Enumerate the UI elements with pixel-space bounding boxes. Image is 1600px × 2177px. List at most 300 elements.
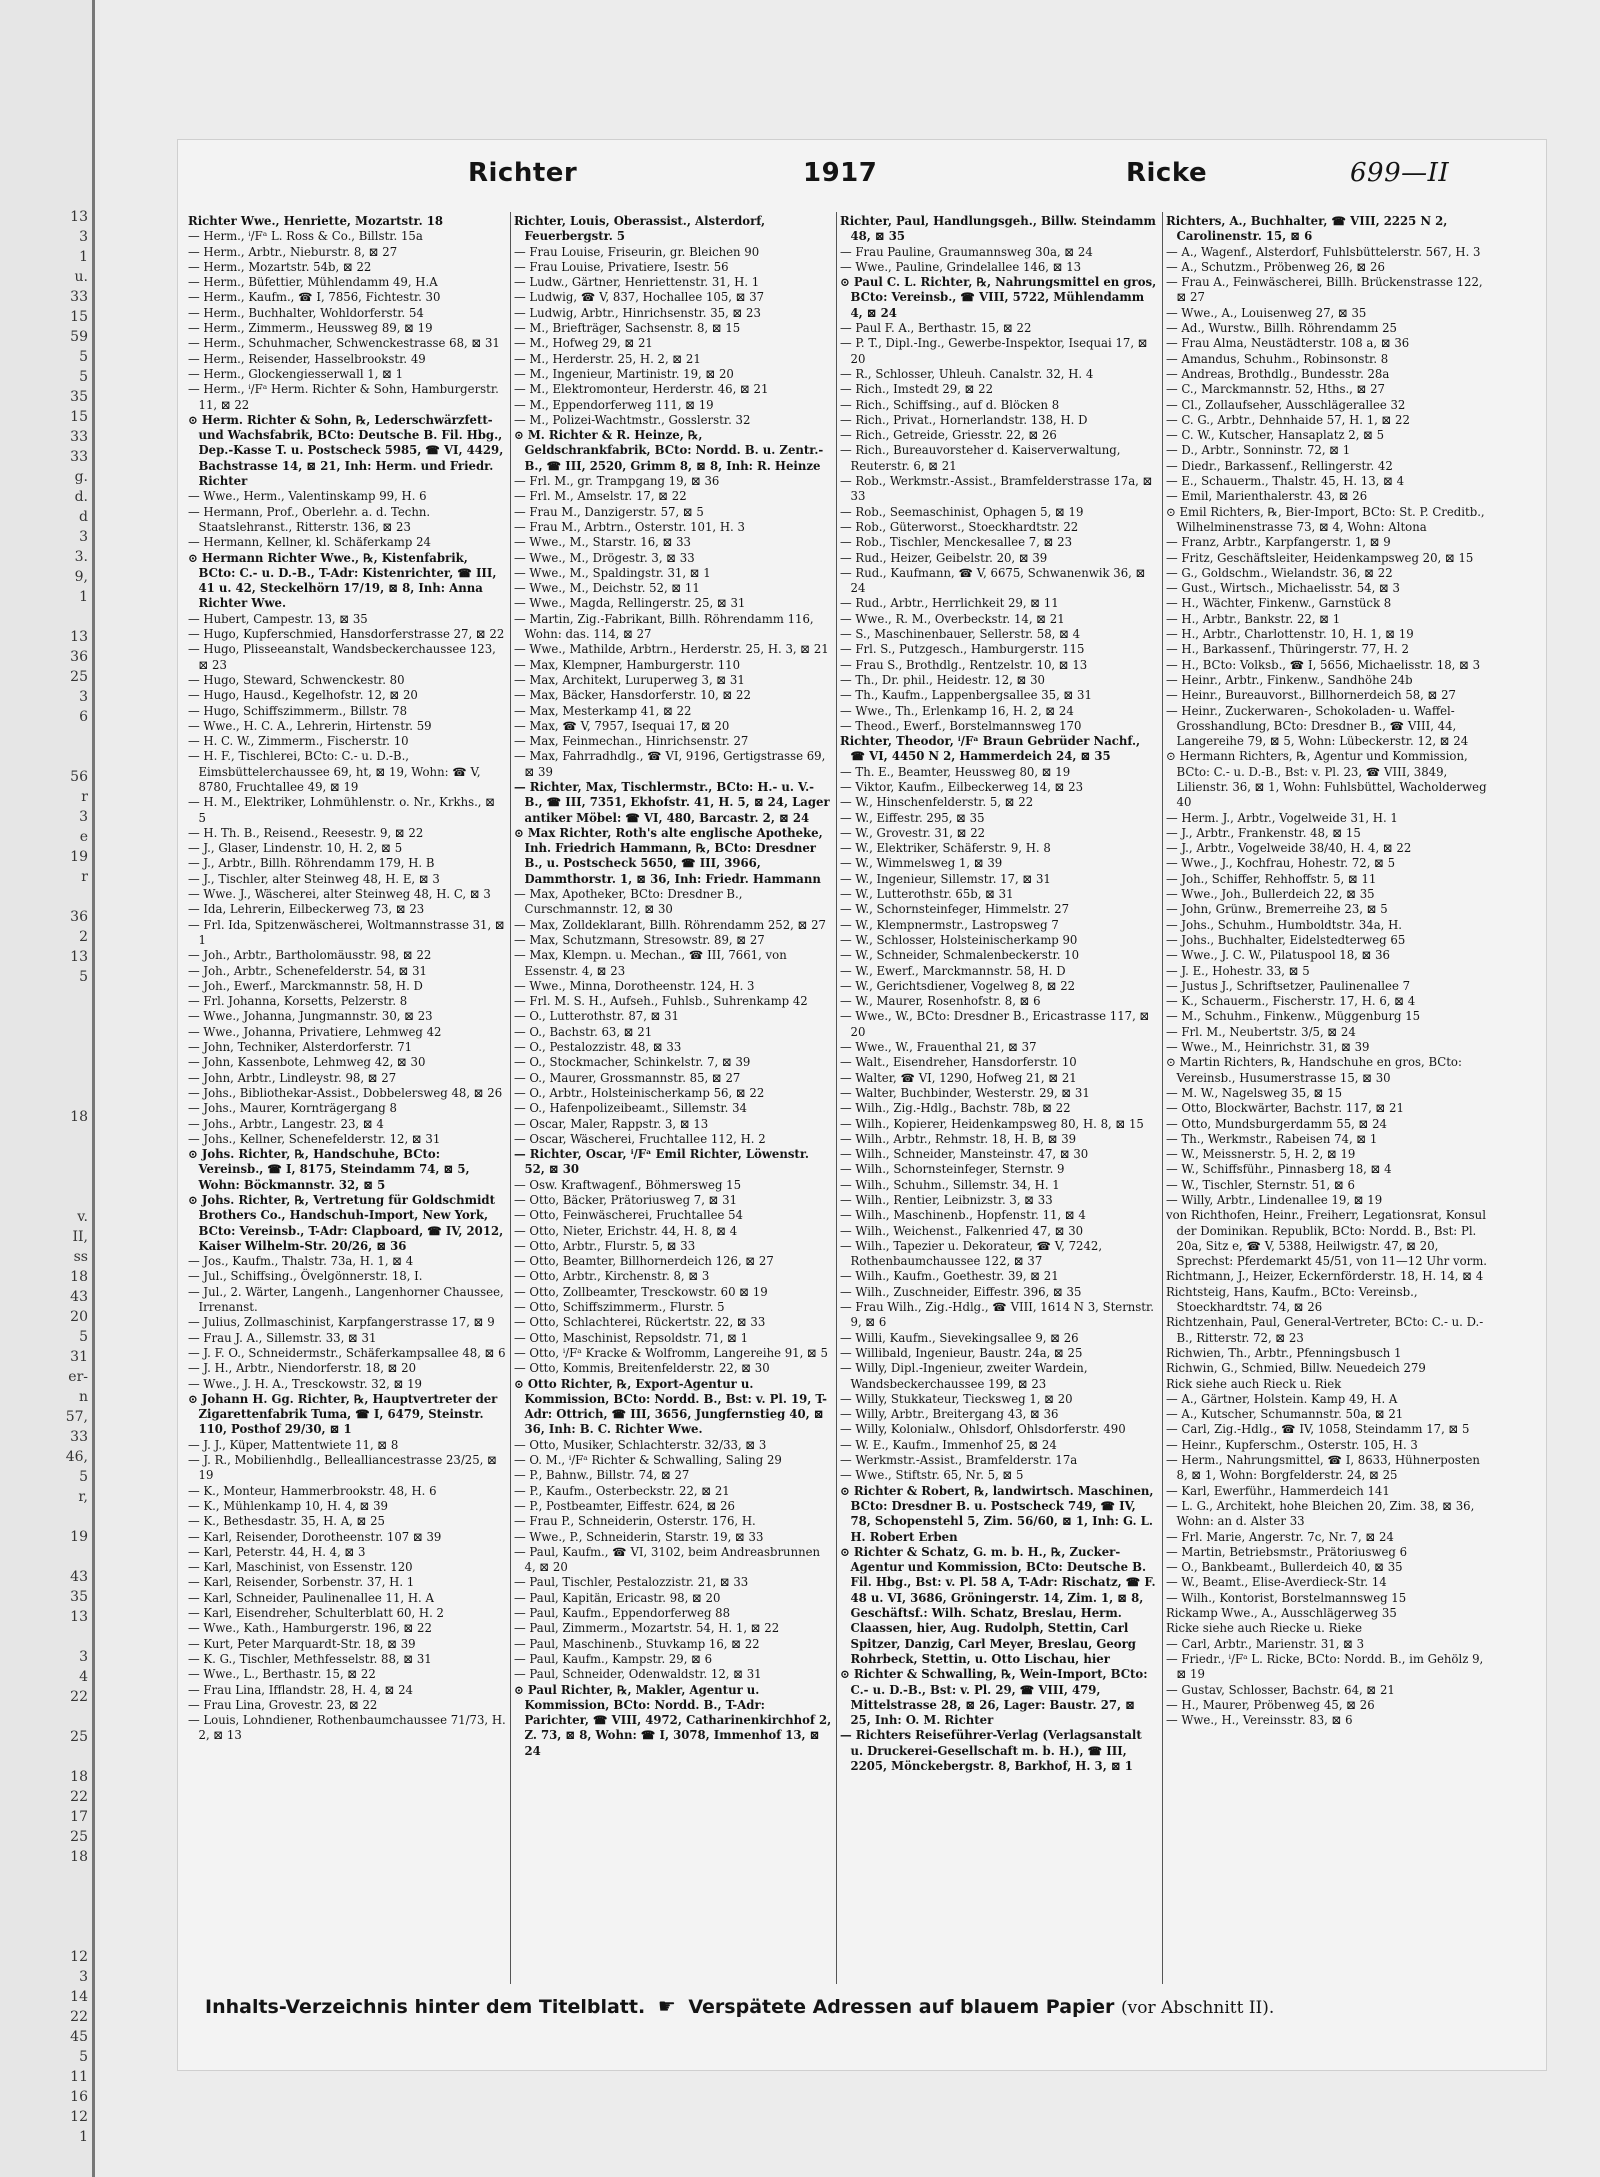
directory-entry: — Walter, ☎ VI, 1290, Hofweg 21, ⊠ 21 xyxy=(840,1070,1077,1085)
directory-entry: — H., Arbtr., Bankstr. 22, ⊠ 1 xyxy=(1166,611,1341,626)
directory-entry: ⊙ Paul Richter, ℞, Makler, Agentur u. Kommission, BCto: Nordd. B., T-Adr: Parichter, ☎ VIII, 4972, Catharinenkirchhof 2, Z. 73, ⊠ 8, Wohn: ☎ I, 3078, Immenhof 13, ⊠ 24 xyxy=(514,1682,832,1758)
directory-entry: — M., Polizei-Wachtmstr., Gosslerstr. 32 xyxy=(514,412,751,427)
directory-entry: — Frau P., Schneiderin, Osterstr. 176, H. xyxy=(514,1514,756,1529)
margin-fragment: 20 xyxy=(70,1309,88,1325)
margin-fragment: r, xyxy=(78,1489,88,1505)
directory-entry: — Herm., Glockengiesserwall 1, ⊠ 1 xyxy=(188,366,404,381)
directory-entry: — Richter, Oscar, ⁱ/Fᵃ Emil Richter, Löwenstr. 52, ⊠ 30 xyxy=(514,1147,809,1177)
directory-entry: — John, Arbtr., Lindleystr. 98, ⊠ 27 xyxy=(188,1070,397,1085)
directory-entry: — Wwe., M., Starstr. 16, ⊠ 33 xyxy=(514,535,691,550)
directory-entry: — Karl, Maschinist, von Essenstr. 120 xyxy=(188,1560,413,1575)
directory-entry: — Wilh., Tapezier u. Dekorateur, ☎ V, 7242, Rothenbaumchaussee 122, ⊠ 37 xyxy=(840,1238,1103,1269)
directory-entry: — Otto, ⁱ/Fᵃ Kracke & Wolfromm, Langereihe 91, ⊠ 5 xyxy=(514,1345,828,1360)
directory-entry: — Frau Wilh., Zig.-Hdlg., ☎ VIII, 1614 N 3, Sternstr. 9, ⊠ 6 xyxy=(840,1300,1155,1330)
directory-entry: — Carl, Zig.-Hdlg., ☎ IV, 1058, Steindamm 17, ⊠ 5 xyxy=(1166,1422,1470,1437)
directory-entry: — M., Eppendorferweg 111, ⊠ 19 xyxy=(514,397,714,412)
directory-entry: ⊙ Richter & Robert, ℞, landwirtsch. Maschinen, BCto: Dresdner B. u. Postscheck 749, ☎ IV, 78, Schopenstehl 5, Zim. 56/60, ⊠ 1, Inh: G. L. H. Robert Erben xyxy=(840,1483,1154,1544)
directory-entry: — J., Arbtr., Vogelweide 38/40, H. 4, ⊠ 22 xyxy=(1166,841,1412,856)
margin-fragment: 33 xyxy=(70,449,88,465)
directory-entry: — Rich., Bureauvorsteher d. Kaiserverwaltung, Reuterstr. 6, ⊠ 21 xyxy=(840,443,1121,473)
directory-entry: — W., Schornsteinfeger, Himmelstr. 27 xyxy=(840,902,1070,917)
directory-entry: — Otto, Beamter, Billhornerdeich 126, ⊠ 27 xyxy=(514,1254,774,1269)
margin-fragment: er- xyxy=(68,1369,88,1385)
margin-fragment: 45 xyxy=(70,2029,88,2045)
directory-entry: — J., Glaser, Lindenstr. 10, H. 2, ⊠ 5 xyxy=(188,841,403,856)
directory-entry: — W. E., Kaufm., Immenhof 25, ⊠ 24 xyxy=(840,1437,1057,1452)
margin-fragment: 19 xyxy=(70,849,88,865)
directory-entry: — Justus J., Schriftsetzer, Paulinenallee 7 xyxy=(1166,978,1411,993)
directory-entry: — H. Th. B., Reisend., Reesestr. 9, ⊠ 22 xyxy=(188,825,424,840)
margin-fragment: 33 xyxy=(70,289,88,305)
directory-entry: — W., Schneider, Schmalenbeckerstr. 10 xyxy=(840,948,1080,963)
directory-entry: — Willy, Arbtr., Breitergang 43, ⊠ 36 xyxy=(840,1407,1059,1422)
directory-entry: von Richthofen, Heinr., Freiherr, Legationsrat, Konsul der Dominikan. Republik, BCto: Nordd. B., Bst: Pl. 20a, Sitz e, ☎ V, 5388, Heilwigstr. 47, ⊠ 20, Sprechst: Pferdemarkt 45/51, von 11—12 Uhr vorm. xyxy=(1166,1208,1487,1269)
directory-entry: — O., Maurer, Grossmannstr. 85, ⊠ 27 xyxy=(514,1070,741,1085)
directory-entry: — Fritz, Geschäftsleiter, Heidenkampsweg 20, ⊠ 15 xyxy=(1166,550,1474,565)
directory-entry: — H., Maurer, Pröbenweg 45, ⊠ 26 xyxy=(1166,1697,1375,1712)
directory-entry: — Wilh., Schuhm., Sillemstr. 34, H. 1 xyxy=(840,1177,1060,1192)
directory-entry: — Th., Dr. phil., Heidestr. 12, ⊠ 30 xyxy=(840,672,1045,687)
column-divider xyxy=(510,212,511,1984)
directory-column-4 xyxy=(1166,214,1492,1984)
directory-entry: — Wilh., Zuschneider, Eiffestr. 396, ⊠ 35 xyxy=(840,1284,1082,1299)
directory-entry: — Wilh., Rentier, Leibnizstr. 3, ⊠ 33 xyxy=(840,1193,1053,1207)
margin-fragment: 5 xyxy=(79,1469,88,1485)
directory-entry: — K., Bethesdastr. 35, H. A, ⊠ 25 xyxy=(188,1514,385,1529)
directory-entry: — W., Tischler, Sternstr. 51, ⊠ 6 xyxy=(1166,1177,1355,1192)
directory-entry: — Otto, Blockwärter, Bachstr. 117, ⊠ 21 xyxy=(1166,1101,1404,1116)
directory-entry: — Wwe., Magda, Rellingerstr. 25, ⊠ 31 xyxy=(514,596,746,611)
directory-entry: — Frl. Ida, Spitzenwäscherei, Woltmannstrasse 31, ⊠ 1 xyxy=(188,917,505,947)
margin-fragment: 43 xyxy=(70,1289,88,1305)
directory-entry: — Wilh., Zig.-Hdlg., Bachstr. 78b, ⊠ 22 xyxy=(840,1101,1071,1116)
directory-entry: — O. M., ⁱ/Fᵃ Richter & Schwalling, Saling 29 xyxy=(514,1453,782,1468)
directory-entry: — Herm., Kaufm., ☎ I, 7856, Fichtestr. 30 xyxy=(188,290,441,305)
directory-entry: — Diedr., Barkassenf., Rellingerstr. 42 xyxy=(1166,458,1393,473)
margin-fragment: 18 xyxy=(70,1849,88,1865)
directory-entry: — S., Maschinenbauer, Sellerstr. 58, ⊠ 4 xyxy=(840,627,1081,642)
directory-entry: — Wilh., Kopierer, Heidenkampsweg 80, H. 8, ⊠ 15 xyxy=(840,1116,1144,1131)
margin-fragment: r xyxy=(81,789,88,805)
pointing-hand-icon: ☛ xyxy=(657,1994,676,2018)
directory-entry: — Paul, Tischler, Pestalozzistr. 21, ⊠ 33 xyxy=(514,1575,749,1590)
directory-entry: — Heinr., Arbtr., Finkenw., Sandhöhe 24b xyxy=(1166,672,1413,687)
margin-fragment: 36 xyxy=(70,909,88,925)
directory-entry: ⊙ Johann H. Gg. Richter, ℞, Hauptvertreter der Zigarettenfabrik Tuma, ☎ I, 6479, Steinstr. 110, Posthof 29/30, ⊠ 1 xyxy=(188,1391,498,1437)
directory-entry: Ricke siehe auch Riecke u. Rieke xyxy=(1166,1621,1363,1636)
directory-entry: ⊙ Max Richter, Roth's alte englische Apotheke, Inh. Friedrich Hammann, ℞, BCto: Dresdner B., u. Postscheck 5650, ☎ III, 3966, Dammthorstr. 1, ⊠ 36, Inh: Friedr. Hammann xyxy=(514,825,823,886)
margin-fragment: 1 xyxy=(79,249,88,265)
directory-entry: — Paul, Zimmerm., Mozartstr. 54, H. 1, ⊠ 22 xyxy=(514,1621,780,1636)
directory-entry: — Willy, Arbtr., Lindenallee 19, ⊠ 19 xyxy=(1166,1193,1383,1207)
directory-entry: — John, Grünw., Bremerreihe 23, ⊠ 5 xyxy=(1166,902,1388,917)
directory-entry: — Max, Zolldeklarant, Billh. Röhrendamm 252, ⊠ 27 xyxy=(514,917,826,932)
margin-fragment: 25 xyxy=(70,1829,88,1845)
directory-entry: — Frl. Johanna, Korsetts, Pelzerstr. 8 xyxy=(188,994,408,1009)
directory-entry: — K., Mühlenkamp 10, H. 4, ⊠ 39 xyxy=(188,1498,388,1513)
running-head-year: 1917 xyxy=(803,158,878,188)
directory-entry: — P. T., Dipl.-Ing., Gewerbe-Inspektor, Isequai 17, ⊠ 20 xyxy=(840,336,1148,366)
directory-entry: ⊙ Emil Richters, ℞, Bier-Import, BCto: St. P. Creditb., Wilhelminenstrasse 73, ⊠ 4, Wohn: Altona xyxy=(1166,504,1485,534)
margin-fragment: 33 xyxy=(70,429,88,445)
directory-entry: — Karl, Ewerführ., Hammerdeich 141 xyxy=(1166,1483,1390,1498)
directory-entry: — Amandus, Schuhm., Robinsonstr. 8 xyxy=(1166,351,1389,366)
directory-entry: — Wwe., J., Kochfrau, Hohestr. 72, ⊠ 5 xyxy=(1166,856,1396,871)
directory-entry: — Herm., ⁱ/Fᵃ L. Ross & Co., Billstr. 15a xyxy=(188,229,423,244)
margin-fragment: 35 xyxy=(70,1589,88,1605)
margin-fragment: 12 xyxy=(70,2109,88,2125)
directory-entry: — M., Elektromonteur, Herderstr. 46, ⊠ 21 xyxy=(514,382,769,397)
directory-entry: — K. G., Tischler, Methfesselstr. 88, ⊠ 31 xyxy=(188,1651,432,1666)
margin-fragment: 2 xyxy=(79,929,88,945)
directory-entry: — Joh., Arbtr., Schenefelderstr. 54, ⊠ 31 xyxy=(188,963,427,978)
directory-entry: — Otto, Schiffszimmerm., Flurstr. 5 xyxy=(514,1300,725,1315)
margin-fragment: 22 xyxy=(70,1789,88,1805)
directory-entry: — Wilh., Kaufm., Goethestr. 39, ⊠ 21 xyxy=(840,1269,1059,1284)
directory-entry: — Frau Louise, Friseurin, gr. Bleichen 90 xyxy=(514,244,760,259)
directory-entry: — J. E., Hohestr. 33, ⊠ 5 xyxy=(1166,963,1310,978)
directory-entry: — Herm., Reisender, Hasselbrookstr. 49 xyxy=(188,351,426,366)
directory-entry: — P., Kaufm., Osterbeckstr. 22, ⊠ 21 xyxy=(514,1483,730,1498)
directory-entry: — Joh., Arbtr., Bartholomäusstr. 98, ⊠ 22 xyxy=(188,948,432,963)
directory-entry: — Wwe., M., Drögestr. 3, ⊠ 33 xyxy=(514,550,695,565)
directory-entry: — Frl. M., Neubertstr. 3/5, ⊠ 24 xyxy=(1166,1024,1356,1039)
margin-fragment: 3 xyxy=(79,1969,88,1985)
directory-entry: — Willibald, Ingenieur, Baustr. 24a, ⊠ 25 xyxy=(840,1345,1083,1360)
directory-entry: — Osw. Kraftwagenf., Böhmersweg 15 xyxy=(514,1177,742,1192)
directory-entry: Rickamp Wwe., A., Ausschlägerweg 35 xyxy=(1166,1606,1397,1621)
directory-entry: — Paul, Kaufm., Kampstr. 29, ⊠ 6 xyxy=(514,1651,713,1666)
directory-entry: ⊙ Otto Richter, ℞, Export-Agentur u. Kommission, BCto: Nordd. B., Bst: v. Pl. 19, T-Adr: Ottrich, ☎ III, 3656, Jungfernstieg 40, ⊠ 36, Inh: B. C. Richter Wwe. xyxy=(514,1376,827,1437)
directory-entry: — Herm., Schuhmacher, Schwenckestrasse 68, ⊠ 31 xyxy=(188,336,500,351)
directory-entry: — Herm., Arbtr., Nieburstr. 8, ⊠ 27 xyxy=(188,244,398,259)
directory-entry: Richtsteig, Hans, Kaufm., BCto: Vereinsb., Stoeckhardtstr. 74, ⊠ 26 xyxy=(1166,1284,1418,1315)
running-head-right: Ricke xyxy=(1126,158,1208,188)
directory-entry: — Wwe., A., Louisenweg 27, ⊠ 35 xyxy=(1166,305,1367,320)
margin-fragment: 31 xyxy=(70,1349,88,1365)
margin-fragment: d xyxy=(79,509,88,525)
margin-fragment: 6 xyxy=(79,709,88,725)
directory-entry: — Joh., Schiffer, Rehhoffstr. 5, ⊠ 11 xyxy=(1166,871,1377,886)
directory-entry: — Max, ☎ V, 7957, Isequai 17, ⊠ 20 xyxy=(514,718,730,733)
directory-entry: — W., Grovestr. 31, ⊠ 22 xyxy=(840,825,986,840)
directory-entry: — Wwe., Stiftstr. 65, Nr. 5, ⊠ 5 xyxy=(840,1468,1024,1483)
margin-fragment: 3. xyxy=(74,549,88,565)
directory-entry: — Frl. M. S. H., Aufseh., Fuhlsb., Suhrenkamp 42 xyxy=(514,994,808,1009)
directory-entry: — K., Monteur, Hammerbrookstr. 48, H. 6 xyxy=(188,1483,437,1498)
directory-entry: — Rud., Heizer, Geibelstr. 20, ⊠ 39 xyxy=(840,550,1048,565)
directory-entry: — Karl, Peterstr. 44, H. 4, ⊠ 3 xyxy=(188,1544,366,1559)
directory-entry: — Th., Kaufm., Lappenbergsallee 35, ⊠ 31 xyxy=(840,688,1092,703)
directory-entry: Richtzenhain, Paul, General-Vertreter, BCto: C.- u. D.-B., Ritterstr. 72, ⊠ 23 xyxy=(1166,1315,1484,1345)
directory-entry: — Emil, Marienthalerstr. 43, ⊠ 26 xyxy=(1166,489,1368,504)
directory-entry: — Herm., ⁱ/Fᵃ Herm. Richter & Sohn, Hamburgerstr. 11, ⊠ 22 xyxy=(188,382,499,412)
margin-fragment: d. xyxy=(74,489,88,505)
directory-entry: — Max, Feinmechan., Hinrichsenstr. 27 xyxy=(514,734,749,749)
directory-entry: — Frau S., Brothdlg., Rentzelstr. 10, ⊠ 13 xyxy=(840,657,1088,672)
margin-fragment: 5 xyxy=(79,969,88,985)
directory-entry: — Johs., Arbtr., Langestr. 23, ⊠ 4 xyxy=(188,1116,384,1131)
directory-entry: — Johs., Schuhm., Humboldtstr. 34a, H. xyxy=(1166,917,1402,932)
directory-entry: — Carl, Arbtr., Marienstr. 31, ⊠ 3 xyxy=(1166,1636,1365,1651)
directory-entry: — Otto, Mundsburgerdamm 55, ⊠ 24 xyxy=(1166,1116,1387,1131)
directory-entry: — Joh., Ewerf., Marckmannstr. 58, H. D xyxy=(188,978,423,993)
margin-fragment: 1 xyxy=(79,2129,88,2145)
directory-entry: ⊙ Richter & Schatz, G. m. b. H., ℞, Zucker-Agentur und Kommission, BCto: Deutsche B. Fil. Hbg., Bst: v. Pl. 58 A, T-Adr: Rischatz, ☎ F. 48 u. VI, 3686, Gröningerstr. 14, Zim. 1, ⊠ 8, Geschäftsf.: Wilh. Schatz, Breslau, Herm. Claassen, hier, Aug. Rudolph, Stettin, Carl Spitzer, Danzig, Carl Meyer, Breslau, Georg Rohrbeck, Stettin, u. Otto Lischau, hier xyxy=(840,1544,1156,1666)
directory-entry: — H. M., Elektriker, Lohmühlenstr. o. Nr., Krkhs., ⊠ 5 xyxy=(188,795,496,825)
directory-entry: — J., Arbtr., Frankenstr. 48, ⊠ 15 xyxy=(1166,825,1361,840)
directory-entry: — Ludw., Gärtner, Henriettenstr. 31, H. 1 xyxy=(514,275,760,290)
directory-entry: — Karl, Reisender, Sorbenstr. 37, H. 1 xyxy=(188,1575,415,1590)
margin-fragment: 56 xyxy=(70,769,88,785)
margin-fragment: 25 xyxy=(70,1729,88,1745)
directory-entry: — Wwe., H., Vereinsstr. 83, ⊠ 6 xyxy=(1166,1713,1353,1728)
directory-entry: — Otto, Arbtr., Kirchenstr. 8, ⊠ 3 xyxy=(514,1269,710,1284)
directory-entry: — H., Wächter, Finkenw., Garnstück 8 xyxy=(1166,596,1392,611)
directory-entry: — Frau Lina, Ifflandstr. 28, H. 4, ⊠ 24 xyxy=(188,1682,413,1697)
directory-entry: — Hugo, Plisseeanstalt, Wandsbeckerchaussee 123, ⊠ 23 xyxy=(188,642,496,672)
directory-entry: — Wwe., H. C. A., Lehrerin, Hirtenstr. 59 xyxy=(188,718,432,733)
margin-fragment: 12 xyxy=(70,1949,88,1965)
directory-entry: — Martin, Betriebsmstr., Prätoriusweg 6 xyxy=(1166,1544,1408,1559)
directory-entry: — Rob., Güterworst., Stoeckhardtstr. 22 xyxy=(840,519,1079,534)
directory-column-1 xyxy=(188,214,506,1984)
margin-fragment: ss xyxy=(73,1249,88,1265)
directory-entry: — A., Kutscher, Schumannstr. 50a, ⊠ 21 xyxy=(1166,1407,1404,1422)
directory-entry: — Frau Alma, Neustädterstr. 108 a, ⊠ 36 xyxy=(1166,336,1410,351)
directory-entry: — Jul., Schiffsing., Övelgönnerstr. 18, I. xyxy=(188,1269,423,1284)
directory-entry: — Wilh., Schornsteinfeger, Sternstr. 9 xyxy=(840,1162,1065,1177)
directory-entry: — M. W., Nagelsweg 35, ⊠ 15 xyxy=(1166,1085,1343,1100)
footer-section-note: (vor Abschnitt II). xyxy=(1121,1998,1275,2018)
margin-fragment: 5 xyxy=(79,369,88,385)
directory-entry: — Frau Louise, Privatiere, Isestr. 56 xyxy=(514,259,729,274)
directory-entry: — W., Elektriker, Schäferstr. 9, H. 8 xyxy=(840,841,1051,856)
margin-fragment: 3 xyxy=(79,529,88,545)
directory-entry: — Johs., Maurer, Kornträgergang 8 xyxy=(188,1101,397,1116)
directory-entry: — Frl. M., Amselstr. 17, ⊠ 22 xyxy=(514,489,687,504)
directory-entry: — C. W., Kutscher, Hansaplatz 2, ⊠ 5 xyxy=(1166,428,1385,443)
directory-entry: ⊙ Hermann Richter Wwe., ℞, Kistenfabrik, BCto: C.- u. D.-B., T-Adr: Kistenrichter, ☎ III, 41 u. 42, Steckelhörn 17/19, ⊠ 8, Inh: Anna Richter Wwe. xyxy=(188,550,497,611)
previous-page-edge xyxy=(0,0,95,2177)
directory-entry: — Wwe., Th., Erlenkamp 16, H. 2, ⊠ 24 xyxy=(840,703,1074,718)
footer-late-addresses: Verspätete Adressen auf blauem Papier xyxy=(688,1996,1115,2018)
directory-entry: — W., Ingenieur, Sillemstr. 17, ⊠ 31 xyxy=(840,871,1051,886)
margin-fragment: 36 xyxy=(70,649,88,665)
margin-fragment: 3 xyxy=(79,1649,88,1665)
directory-entry: — W., Schiffsführ., Pinnasberg 18, ⊠ 4 xyxy=(1166,1162,1392,1177)
directory-entry: — M., Briefträger, Sachsenstr. 8, ⊠ 15 xyxy=(514,321,741,336)
directory-entry: — Rob., Seemaschinist, Ophagen 5, ⊠ 19 xyxy=(840,504,1084,519)
directory-entry: — Wwe., M., Heinrichstr. 31, ⊠ 39 xyxy=(1166,1040,1370,1055)
directory-entry: — Paul, Schneider, Odenwaldstr. 12, ⊠ 31 xyxy=(514,1667,762,1682)
directory-entry: — H. C. W., Zimmerm., Fischerstr. 10 xyxy=(188,734,409,749)
directory-entry: — Wilh., Kontorist, Borstelmannsweg 15 xyxy=(1166,1590,1407,1605)
directory-entry: — Rich., Imstedt 29, ⊠ 22 xyxy=(840,382,994,397)
margin-fragment: 4 xyxy=(79,1669,88,1685)
directory-entry: — W., Maurer, Rosenhofstr. 8, ⊠ 6 xyxy=(840,994,1041,1009)
directory-entry: — Wilh., Maschinenb., Hopfenstr. 11, ⊠ 4 xyxy=(840,1208,1086,1223)
directory-entry: — Gustav, Schlosser, Bachstr. 64, ⊠ 21 xyxy=(1166,1682,1395,1697)
directory-entry: — Rob., Tischler, Menckesallee 7, ⊠ 23 xyxy=(840,535,1073,550)
margin-fragment: 9, xyxy=(74,569,88,585)
directory-entry: — Rob., Werkmstr.-Assist., Bramfelderstrasse 17a, ⊠ 33 xyxy=(840,474,1153,504)
directory-entry: Richter, Theodor, ⁱ/Fᵃ Braun Gebrüder Nachf., ☎ VI, 4450 N 2, Hammerdeich 24, ⊠ 35 xyxy=(840,734,1141,764)
margin-fragment: 16 xyxy=(70,2089,88,2105)
margin-fragment: n xyxy=(78,1389,88,1405)
directory-entry: — Johs., Bibliothekar-Assist., Dobbelersweg 48, ⊠ 26 xyxy=(188,1085,503,1100)
margin-fragment: 5 xyxy=(79,2049,88,2065)
directory-entry: — Gust., Wirtsch., Michaelisstr. 54, ⊠ 3 xyxy=(1166,581,1400,596)
directory-entry: — Max, Schutzmann, Stresowstr. 89, ⊠ 27 xyxy=(514,932,765,947)
directory-entry: — Louis, Lohndiener, Rothenbaumchaussee 71/73, H. 2, ⊠ 13 xyxy=(188,1713,506,1743)
directory-entry: — Theod., Ewerf., Borstelmannsweg 170 xyxy=(840,718,1082,733)
directory-entry: — Hugo, Hausd., Kegelhofstr. 12, ⊠ 20 xyxy=(188,688,418,703)
directory-entry: — Rud., Kaufmann, ☎ V, 6675, Schwanenwik 36, ⊠ 24 xyxy=(840,565,1146,596)
directory-entry: — J. H., Arbtr., Niendorferstr. 18, ⊠ 20 xyxy=(188,1361,417,1376)
directory-entry: Richters, A., Buchhalter, ☎ VIII, 2225 N 2, Carolinenstr. 15, ⊠ 6 xyxy=(1166,214,1448,244)
directory-entry: — W., Lutterothstr. 65b, ⊠ 31 xyxy=(840,887,1014,902)
directory-entry: — M., Hofweg 29, ⊠ 21 xyxy=(514,336,653,351)
footer-index-note: Inhalts-Verzeichnis hinter dem Titelblatt. xyxy=(205,1996,646,2018)
directory-entry: — P., Postbeamter, Eiffestr. 624, ⊠ 26 xyxy=(514,1498,735,1513)
margin-fragment: 43 xyxy=(70,1569,88,1585)
directory-entry: — Wwe., Joh., Bullerdeich 22, ⊠ 35 xyxy=(1166,887,1375,902)
directory-entry: — Otto, Nieter, Erichstr. 44, H. 8, ⊠ 4 xyxy=(514,1223,738,1238)
directory-entry: — Cl., Zollaufseher, Ausschlägerallee 32 xyxy=(1166,397,1406,412)
directory-entry: — Wwe., Kath., Hamburgerstr. 196, ⊠ 22 xyxy=(188,1621,432,1636)
directory-entry: — Johs., Kellner, Schenefelderstr. 12, ⊠ 31 xyxy=(188,1131,441,1146)
directory-entry: — Frau Lina, Grovestr. 23, ⊠ 22 xyxy=(188,1697,378,1712)
margin-fragment: 22 xyxy=(70,2009,88,2025)
directory-entry: — M., Ingenieur, Martinistr. 19, ⊠ 20 xyxy=(514,366,734,381)
directory-entry: — Hermann, Prof., Oberlehr. a. d. Techn. Staatslehranst., Ritterstr. 136, ⊠ 23 xyxy=(188,504,431,534)
directory-entry: — Hermann, Kellner, kl. Schäferkamp 24 xyxy=(188,535,431,550)
margin-fragment: 18 xyxy=(70,1269,88,1285)
directory-entry: — Oscar, Wäscherei, Fruchtallee 112, H. 2 xyxy=(514,1131,766,1146)
directory-entry: — Paul, Kapitän, Ericastr. 98, ⊠ 20 xyxy=(514,1590,721,1605)
directory-entry: — A., Schutzm., Pröbenweg 26, ⊠ 26 xyxy=(1166,259,1385,274)
margin-fragment: 35 xyxy=(70,389,88,405)
directory-entry: — Heinr., Kupferschm., Osterstr. 105, H. 3 xyxy=(1166,1437,1418,1452)
margin-fragment: v. xyxy=(77,1209,88,1225)
directory-entry: — Wwe., J. C. W., Pilatuspool 18, ⊠ 36 xyxy=(1166,948,1390,963)
margin-fragment: 13 xyxy=(70,1609,88,1625)
directory-entry: — H. F., Tischlerei, BCto: C.- u. D.-B., Eimsbüttelerchaussee 69, ht, ⊠ 19, Wohn: ☎ V, 8780, Fruchtallee 49, ⊠ 19 xyxy=(188,749,481,794)
directory-entry: — A., Gärtner, Holstein. Kamp 49, H. A xyxy=(1166,1391,1398,1406)
directory-entry: — Otto, Maschinist, Repsoldstr. 71, ⊠ 1 xyxy=(514,1330,749,1345)
margin-fragment: 18 xyxy=(70,1769,88,1785)
directory-entry: — Herm., Büfettier, Mühlendamm 49, H.A xyxy=(188,275,438,290)
directory-entry: — Paul, Kaufm., Eppendorferweg 88 xyxy=(514,1606,731,1621)
directory-entry: — D., Arbtr., Sonninstr. 72, ⊠ 1 xyxy=(1166,443,1351,458)
directory-entry: — O., Pestalozzistr. 48, ⊠ 33 xyxy=(514,1040,682,1055)
directory-entry: — R., Schlosser, Uhleuh. Canalstr. 32, H. 4 xyxy=(840,366,1094,381)
directory-entry: — Frau A., Feinwäscherei, Billh. Brückenstrasse 122, ⊠ 27 xyxy=(1166,275,1483,305)
directory-entry: — W., Hinschenfelderstr. 5, ⊠ 22 xyxy=(840,795,1034,810)
directory-entry: — Frau Pauline, Graumannsweg 30a, ⊠ 24 xyxy=(840,244,1093,259)
directory-entry: — Paul, Kaufm., ☎ VI, 3102, beim Andreasbrunnen 4, ⊠ 20 xyxy=(514,1544,821,1575)
directory-column-2 xyxy=(514,214,832,1984)
directory-entry: — Rich., Privat., Hornerlandstr. 138, H. D xyxy=(840,412,1088,427)
directory-entry: — Max, Bäcker, Hansdorferstr. 10, ⊠ 22 xyxy=(514,688,751,703)
margin-fragment: 1 xyxy=(79,589,88,605)
directory-entry: — Wwe., R. M., Overbeckstr. 14, ⊠ 21 xyxy=(840,611,1065,626)
directory-entry: — John, Kassenbote, Lehmweg 42, ⊠ 30 xyxy=(188,1055,426,1070)
directory-column-3 xyxy=(840,214,1158,1984)
margin-fragment: 3 xyxy=(79,229,88,245)
directory-entry: — Heinr., Zuckerwaren-, Schokoladen- u. Waffel-Grosshandlung, BCto: Dresdner B., ☎ VIII, 44, Langereihe 79, ⊠ 5, Wohn: Lübeckerstr. 12, ⊠ 24 xyxy=(1166,703,1469,749)
directory-entry: — Otto, Schlachterei, Rückertstr. 22, ⊠ 33 xyxy=(514,1315,766,1330)
directory-entry: — L. G., Architekt, hohe Bleichen 20, Zim. 38, ⊠ 36, Wohn: an d. Alster 33 xyxy=(1166,1498,1475,1529)
directory-entry: — Andreas, Brothdlg., Bundesstr. 28a xyxy=(1166,366,1390,381)
directory-entry: — Wwe. J., Wäscherei, alter Steinweg 48, H. C, ⊠ 3 xyxy=(188,887,491,902)
directory-entry: — G., Goldschm., Wielandstr. 36, ⊠ 22 xyxy=(1166,565,1393,580)
directory-entry: — Jos., Kaufm., Thalstr. 73a, H. 1, ⊠ 4 xyxy=(188,1254,414,1269)
directory-entry: ⊙ Paul C. L. Richter, ℞, Nahrungsmittel en gros, BCto: Vereinsb., ☎ VIII, 5722, Mühlendamm 4, ⊠ 24 xyxy=(840,275,1157,320)
directory-entry: — Frau M., Danzigerstr. 57, ⊠ 5 xyxy=(514,504,704,519)
directory-entry: — Rich., Schiffsing., auf d. Blöcken 8 xyxy=(840,397,1060,412)
directory-entry: — Karl, Eisendreher, Schulterblatt 60, H. 2 xyxy=(188,1606,444,1621)
directory-entry: — H., Arbtr., Charlottenstr. 10, H. 1, ⊠ 19 xyxy=(1166,627,1414,642)
directory-entry: — O., Bachstr. 63, ⊠ 21 xyxy=(514,1024,653,1039)
directory-entry: — Willy, Stukkateur, Tiecksweg 1, ⊠ 20 xyxy=(840,1391,1073,1406)
directory-entry: Richter Wwe., Henriette, Mozartstr. 18 xyxy=(188,214,444,228)
directory-entry: ⊙ Richter & Schwalling, ℞, Wein-Import, BCto: C.- u. D.-B., Bst: v. Pl. 29, ☎ VIII, 479, Mittelstrasse 28, ⊠ 26, Lager: Baustr. 27, ⊠ 25, Inh: O. M. Richter xyxy=(840,1667,1148,1728)
directory-entry: — C. G., Arbtr., Dehnhaide 57, H. 1, ⊠ 22 xyxy=(1166,412,1410,427)
directory-entry: — Wwe., M., Spaldingstr. 31, ⊠ 1 xyxy=(514,565,711,580)
directory-entry: — Th., Werkmstr., Rabeisen 74, ⊠ 1 xyxy=(1166,1131,1378,1146)
directory-entry: — John, Techniker, Alsterdorferstr. 71 xyxy=(188,1040,413,1055)
margin-fragment: g. xyxy=(74,469,88,485)
directory-entry: — A., Wagenf., Alsterdorf, Fuhlsbüttelerstr. 567, H. 3 xyxy=(1166,244,1481,259)
directory-entry: ⊙ Herm. Richter & Sohn, ℞, Lederschwärzfett- und Wachsfabrik, BCto: Deutsche B. Fil. Hbg., Dep.-Kasse T. u. Postscheck 5985, ☎ VI, 4429, Bachstrasse 14, ⊠ 21, Inh: Herm. und Friedr. Richter xyxy=(188,412,504,489)
directory-entry: — O., Hafenpolizeibeamt., Sillemstr. 34 xyxy=(514,1101,747,1116)
directory-entry: ⊙ M. Richter & R. Heinze, ℞, Geldschrankfabrik, BCto: Nordd. B. u. Zentr.-B., ☎ III, 2520, Grimm 8, ⊠ 8, Inh: R. Heinze xyxy=(514,428,824,473)
directory-entry: — Wwe., L., Berthastr. 15, ⊠ 22 xyxy=(188,1667,376,1682)
directory-entry: — W., Eiffestr. 295, ⊠ 35 xyxy=(840,810,985,825)
directory-entry: — J. F. O., Schneidermstr., Schäferkampsallee 48, ⊠ 6 xyxy=(188,1345,506,1360)
directory-entry: — Hugo, Kupferschmied, Hansdorferstrasse 27, ⊠ 22 xyxy=(188,627,505,642)
directory-entry: — Hugo, Schiffszimmerm., Billstr. 78 xyxy=(188,703,408,718)
directory-entry: — H., BCto: Volksb., ☎ I, 5656, Michaelisstr. 18, ⊠ 3 xyxy=(1166,657,1481,672)
directory-entry: — Max, Apotheker, BCto: Dresdner B., Curschmannstr. 12, ⊠ 30 xyxy=(514,887,743,917)
directory-entry: — Paul F. A., Berthastr. 15, ⊠ 22 xyxy=(840,321,1032,336)
directory-entry: — Johs., Buchhalter, Eidelstedterweg 65 xyxy=(1166,932,1406,947)
margin-fragment: 13 xyxy=(70,949,88,965)
directory-entry: — Wwe., Mathilde, Arbtrn., Herderstr. 25, H. 3, ⊠ 21 xyxy=(514,642,829,657)
directory-entry: ⊙ Martin Richters, ℞, Handschuhe en gros, BCto: Vereinsb., Husumerstrasse 15, ⊠ 30 xyxy=(1166,1055,1462,1085)
directory-entry: — Martin, Zig.-Fabrikant, Billh. Röhrendamm 116, Wohn: das. 114, ⊠ 27 xyxy=(514,611,814,642)
margin-fragment: 18 xyxy=(70,1109,88,1125)
margin-fragment: 5 xyxy=(79,349,88,365)
directory-entry: Richter, Paul, Handlungsgeh., Billw. Steindamm 48, ⊠ 35 xyxy=(840,214,1156,244)
directory-entry: — J., Arbtr., Billh. Röhrendamm 179, H. B xyxy=(188,856,435,871)
directory-entry: — Herm. J., Arbtr., Vogelweide 31, H. 1 xyxy=(1166,810,1398,825)
margin-fragment: 57, xyxy=(65,1409,88,1425)
directory-entry: — Ida, Lehrerin, Eilbeckerweg 73, ⊠ 23 xyxy=(188,902,425,917)
margin-fragment: 15 xyxy=(70,409,88,425)
margin-fragment: II, xyxy=(72,1229,88,1245)
directory-entry: — J., Tischler, alter Steinweg 48, H. E, ⊠ 3 xyxy=(188,871,440,886)
directory-entry: — Franz, Arbtr., Karpfangerstr. 1, ⊠ 9 xyxy=(1166,535,1391,550)
directory-entry: — Frl. S., Putzgesch., Hamburgerstr. 115 xyxy=(840,642,1085,657)
directory-entry: — Wwe., Johanna, Jungmannstr. 30, ⊠ 23 xyxy=(188,1009,433,1024)
directory-entry: — J. J., Küper, Mattentwiete 11, ⊠ 8 xyxy=(188,1437,399,1452)
directory-entry: — Friedr., ⁱ/Fᵃ L. Ricke, BCto: Nordd. B., im Gehölz 9, ⊠ 19 xyxy=(1166,1651,1484,1682)
directory-entry: — Ad., Wurstw., Billh. Röhrendamm 25 xyxy=(1166,321,1397,336)
directory-entry: ⊙ Johs. Richter, ℞, Vertretung für Goldschmidt Brothers Co., Handschuh-Import, New York, BCto: Vereinsb., T-Adr: Clapboard, ☎ IV, 2012, Kaiser Wilhelm-Str. 20/26, ⊠ 36 xyxy=(188,1193,504,1253)
